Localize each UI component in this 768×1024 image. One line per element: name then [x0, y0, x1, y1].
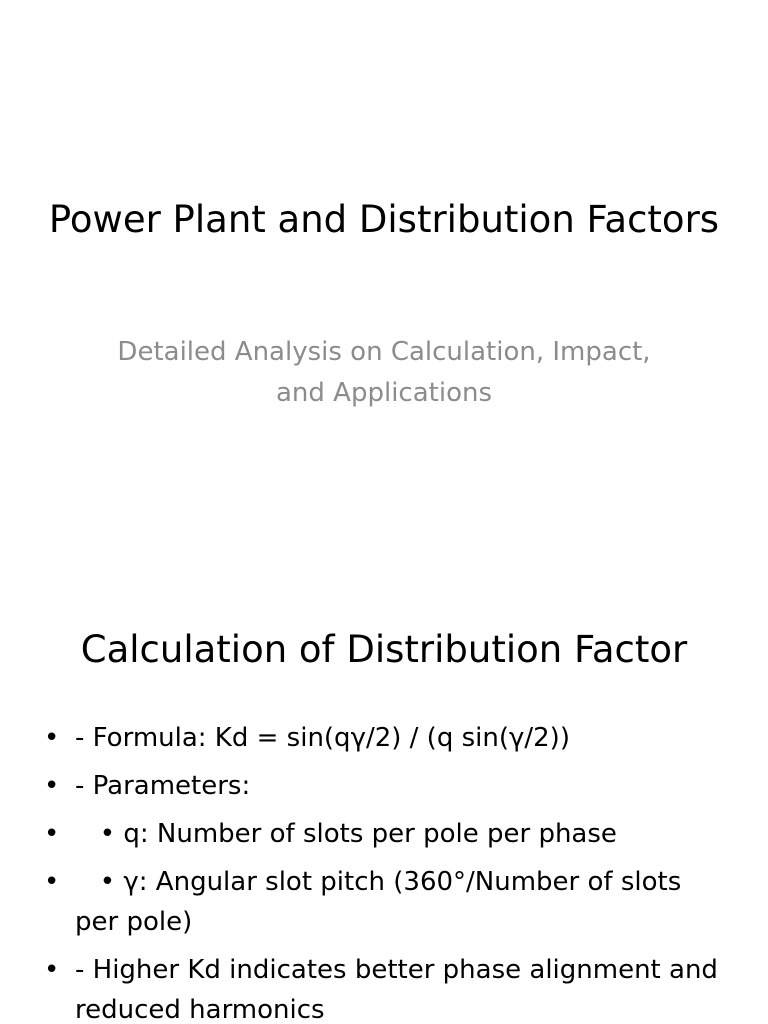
bullet-item-higher-kd: [44, 950, 728, 1024]
bullet-dot-icon: •: [44, 955, 60, 985]
bullet-dot-icon: •: [44, 867, 60, 897]
content-slide: [0, 576, 768, 1024]
bullet-text: • q: Number of slots per pole per phase: [75, 819, 617, 849]
bullet-item-parameters: [44, 766, 728, 806]
bullet-list: [44, 718, 728, 1024]
bullet-item-gamma: [44, 862, 728, 942]
slide-subtitle: Detailed Analysis on Calculation, Impact, and Applications: [117, 337, 651, 408]
bullet-text: - Parameters:: [75, 771, 251, 801]
bullet-text: • γ: Angular slot pitch (360°/Number of slots per pole): [75, 867, 690, 937]
bullet-dot-icon: •: [44, 819, 60, 849]
bullet-dot-icon: •: [44, 723, 60, 753]
bullet-text: - Formula: Kd = sin(qγ/2) / (q sin(γ/2)): [75, 723, 570, 753]
bullet-text: - Higher Kd indicates better phase alignment and reduced harmonics: [75, 955, 727, 1024]
bullet-dot-icon: •: [44, 771, 60, 801]
bullet-item-formula: [44, 718, 728, 758]
bullet-item-q: [44, 814, 728, 854]
slide-title: Power Plant and Distribution Factors: [48, 198, 720, 241]
content-slide-title: Calculation of Distribution Factor: [80, 628, 688, 671]
